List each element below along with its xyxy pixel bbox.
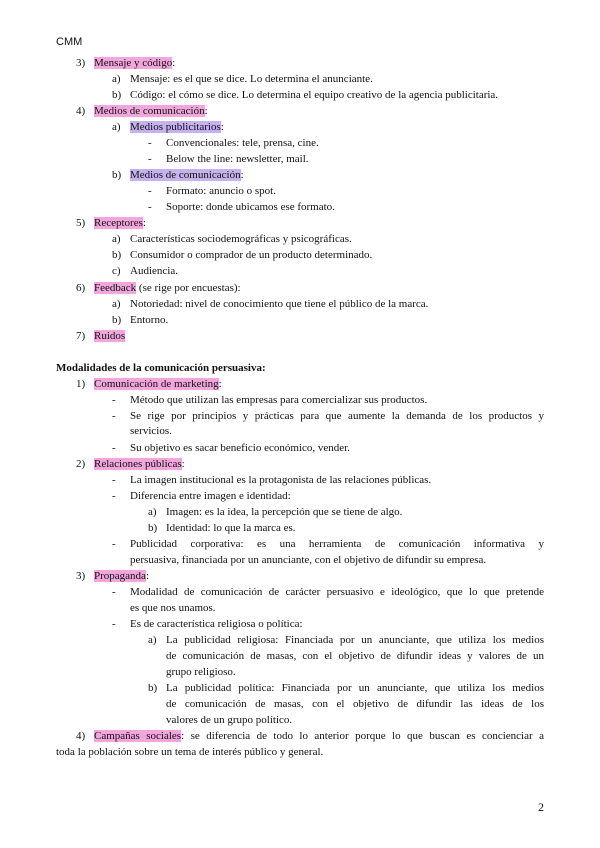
sub-item-text-continued: de comunicación de masas, con el objetivo de difundir las ideas de los [166,698,544,710]
heading-text-continued: toda la población sobre un tema de interés público y general. [56,746,324,758]
sub-item-letter: a) [112,298,121,310]
bullet: - [112,394,116,406]
bullet-text: Modalidad de comunicación de carácter persuasivo e ideológico, que lo que pretende [130,586,544,598]
heading-suffix: : [240,169,244,181]
sub-item-text: La publicidad política: Financiada por un anunciante, que utiliza los medios [166,682,544,694]
heading-suffix: : [220,121,224,133]
sub-item-letter: b) [148,522,158,534]
sub-item-text: Entorno. [130,314,169,326]
bullet: - [112,442,116,454]
bullet-text: Below the line: newsletter, mail. [166,153,309,165]
list-item-heading [94,56,175,70]
bullet-text: Método que utilizan las empresas para comercializar sus productos. [130,394,428,406]
sub-item-text: Consumidor o comprador de un producto determinado. [130,249,373,261]
bullet: - [112,618,116,630]
list-item-number: 1) [76,378,86,390]
page-number: 2 [538,800,544,814]
highlighted-term: Receptores [94,217,143,229]
bullet-text-continued: es que nos unamos. [130,602,216,614]
sub-item-text-continued: grupo religioso. [166,666,236,678]
list-item-heading [94,281,241,295]
list-item-number: 5) [76,217,86,229]
list-item-heading [94,329,125,343]
highlighted-term: Relaciones públicas [94,458,182,470]
heading-suffix: : [181,458,185,470]
bullet: - [112,474,116,486]
sub-item-text: Notoriedad: nivel de conocimiento que tiene el público de la marca. [130,298,429,310]
list-item-number: 6) [76,282,86,294]
bullet-text-continued: servicios. [130,425,172,437]
heading-suffix: (se rige por encuestas): [136,282,241,294]
bullet-text: Se rige por principios y prácticas para que aumente la demanda de los productos y [130,410,544,422]
highlighted-term: Medios de comunicación [130,169,241,181]
bullet-text: Publicidad corporativa: es una herramienta de comunicación informativa y [130,538,544,550]
sub-item-text: La publicidad religiosa: Financiada por un anunciante, que utiliza los medios [166,634,544,646]
list-item-number: 7) [76,330,86,342]
bullet: - [148,201,152,213]
bullet-text-continued: persuasiva, financiada por un anunciante, con el objetivo de difundir su empresa. [130,554,487,566]
sub-item-text: Identidad: lo que la marca es. [166,522,296,534]
heading-suffix: : [142,217,146,229]
highlighted-term: Propaganda [94,570,146,582]
highlighted-term: Medios publicitarios [130,121,221,133]
heading-suffix: : [172,57,176,69]
sub-item-letter: b) [112,89,122,101]
sub-item-letter: b) [112,314,122,326]
bullet: - [148,137,152,149]
sub-item-text: Mensaje: es el que se dice. Lo determina el anunciante. [130,73,373,85]
bullet: - [112,586,116,598]
bullet: - [148,153,152,165]
sub-item-heading [130,120,224,134]
sub-item-text-continued: de comunicación de masas, con el objetivo de difundir ideas y valores de un [166,650,544,662]
highlighted-term: Campañas sociales [94,730,182,742]
list-item-number: 4) [76,105,86,117]
highlighted-term: Comunicación de marketing [94,378,219,390]
sub-item-text: Imagen: es la idea, la percepción que se tiene de algo. [166,506,403,518]
bullet-text: Formato: anuncio o spot. [166,185,276,197]
list-item-heading [94,216,146,230]
heading-suffix: : [145,570,149,582]
list-item-number: 3) [76,57,86,69]
list-item-number: 4) [76,730,86,742]
bullet-text: Es de característica religiosa o política: [130,618,303,630]
list-item-heading [94,457,185,471]
sub-item-letter: b) [148,682,158,694]
bullet: - [112,490,116,502]
bullet-text: La imagen institucional es la protagonista de las relaciones públicas. [130,474,432,486]
bullet: - [112,538,116,550]
sub-item-text: Características sociodemográficas y psicográficas. [130,233,352,245]
heading-text: : se diferencia de todo lo anterior porque lo que buscan es concienciar a [181,730,544,742]
highlighted-term: Mensaje y código [94,57,173,69]
highlighted-term: Medios de comunicación [94,105,205,117]
bullet: - [112,410,116,422]
sub-item-letter: c) [112,265,121,277]
sub-item-letter: a) [112,73,121,85]
list-item-heading [94,729,544,743]
list-item-heading [94,569,149,583]
sub-item-letter: b) [112,249,122,261]
bullet-text: Su objetivo es sacar beneficio económico, vender. [130,442,350,454]
bullet: - [148,185,152,197]
sub-item-heading [130,168,244,182]
list-item-heading [94,104,208,118]
section-title: Modalidades de la comunicación persuasiva: [56,362,266,374]
sub-item-letter: a) [112,233,121,245]
sub-item-letter: b) [112,169,122,181]
sub-item-letter: a) [148,634,157,646]
sub-item-text: Audiencia. [130,265,178,277]
list-item-number: 3) [76,570,86,582]
heading-suffix: : [204,105,208,117]
bullet-text: Convencionales: tele, prensa, cine. [166,137,319,149]
highlighted-term: Feedback [94,282,137,294]
sub-item-letter: a) [112,121,121,133]
sub-item-text-continued: valores de un grupo político. [166,714,293,726]
sub-item-letter: a) [148,506,157,518]
list-item-number: 2) [76,458,86,470]
highlighted-term: Ruidos [94,330,126,342]
bullet-text: Soporte: donde ubicamos ese formato. [166,201,335,213]
bullet-text: Diferencia entre imagen e identidad: [130,490,291,502]
page-header: CMM [56,36,83,48]
heading-suffix: : [218,378,222,390]
sub-item-text: Código: el cómo se dice. Lo determina el equipo creativo de la agencia publicitaria. [130,89,499,101]
list-item-heading [94,377,222,391]
